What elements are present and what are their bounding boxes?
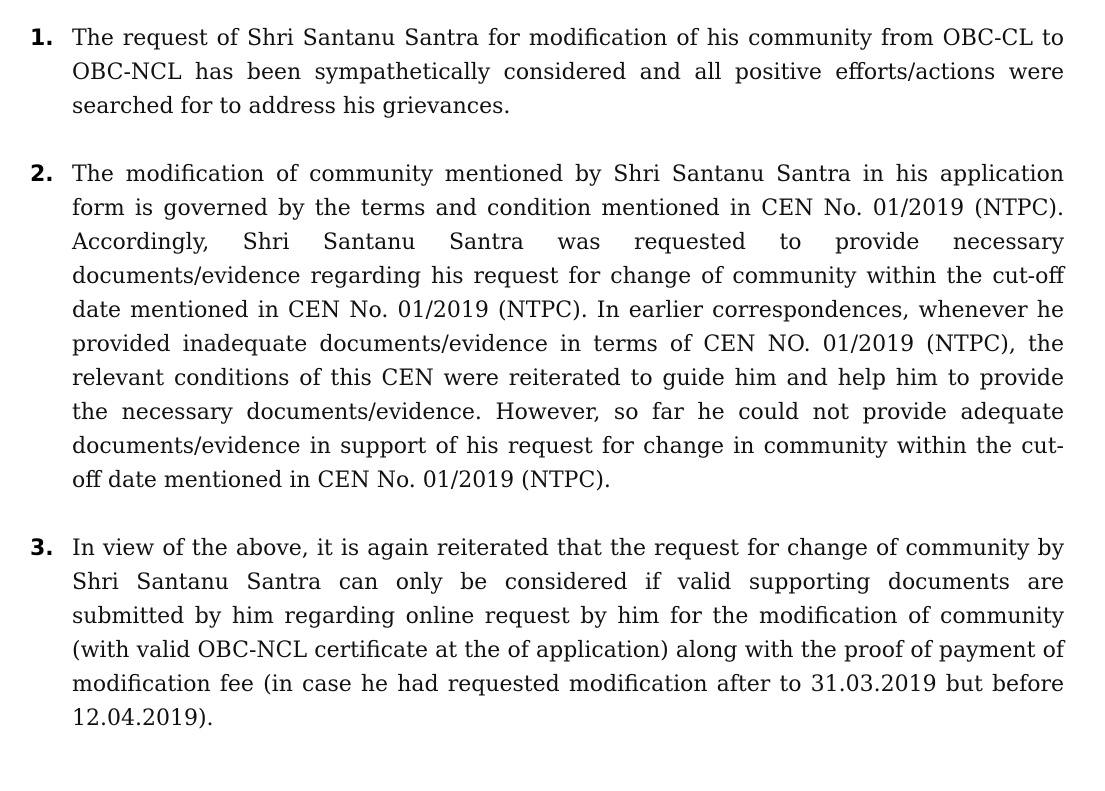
paragraph-number: 1. [30, 26, 54, 51]
numbered-paragraph-2 [30, 158, 1064, 498]
paragraph-text: The modification of community mentioned by Shri Santanu Santra in his application form is governed by the terms and condition mentioned in CEN No. 01/2019 (NTPC). Accordingly, Shri Santanu Santra was requested to provide necessary documents/evidence regarding his request for change of community within the cut-off date mentioned in CEN No. 01/2019 (NTPC). In earlier correspondences, whenever he provided inadequate documents/evidence in terms of CEN NO. 01/2019 (NTPC), the relevant conditions of this CEN were reiterated to guide him and help him to provide the necessary documents/evidence. However, so far he could not provide adequate documents/evidence in support of his request for change in community within the cut-off date mentioned in CEN No. 01/2019 (NTPC). [72, 162, 1064, 493]
document-body [30, 22, 1064, 770]
paragraph-text: In view of the above, it is again reiterated that the request for change of community by Shri Santanu Santra can only be considered if valid supporting documents are submitted by him regarding online request by him for the modification of community (with valid OBC-NCL certificate at the of application) along with the proof of payment of modification fee (in case he had requested modification after to 31.03.2019 but before 12.04.2019). [72, 536, 1064, 731]
paragraph-number: 3. [30, 536, 54, 561]
numbered-paragraph-3 [30, 532, 1064, 736]
numbered-paragraph-1 [30, 22, 1064, 124]
paragraph-text: The request of Shri Santanu Santra for modification of his community from OBC-CL to OBC-NCL has been sympathetically considered and all positive efforts/actions were searched for to address his grievances. [72, 26, 1064, 119]
paragraph-number: 2. [30, 162, 54, 187]
